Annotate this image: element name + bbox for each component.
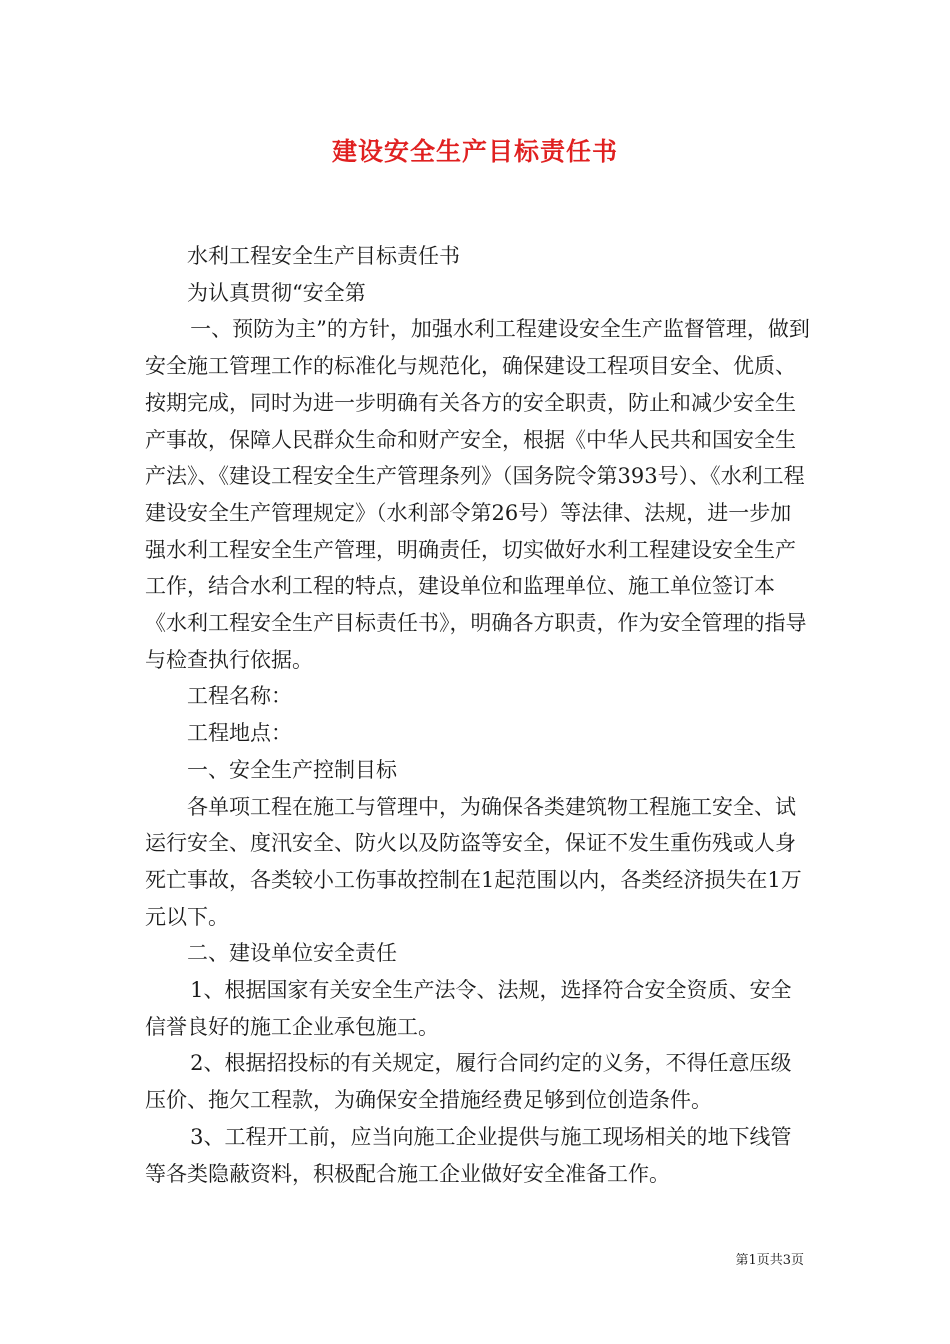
paragraph-item-3: 3、工程开工前，应当向施工企业提供与施工现场相关的地下线管等各类隐蔽资料，积极配合施工企业做好安全准备工作。 bbox=[145, 1124, 792, 1186]
paragraph-project-location: 工程地点： bbox=[187, 721, 292, 746]
section-heading-2: 二、建设单位安全责任 bbox=[187, 941, 397, 966]
document-title: 建设安全生产目标责任书 bbox=[331, 137, 618, 166]
document-body bbox=[145, 238, 810, 1192]
paragraph-item-2: 2、根据招投标的有关规定，履行合同约定的义务，不得任意压级压价、拖欠工程款，为确保安全措施经费足够到位创造条件。 bbox=[145, 1051, 792, 1113]
section-heading-1: 一、安全生产控制目标 bbox=[187, 757, 397, 782]
paragraph-item-1: 1、根据国家有关安全生产法令、法规，选择符合安全资质、安全信誉良好的施工企业承包施工。 bbox=[145, 978, 792, 1039]
paragraph-section-1: 各单项工程在施工与管理中，为确保各类建筑物工程施工安全、试运行安全、度汛安全、防火以及防盗等安全，保证不发生重伤残或人身死亡事故，各类较小工伤事故控制在1起范围以内，各类经济损失在1万元以下。 bbox=[145, 794, 802, 929]
page-number: 第1页共3页 bbox=[735, 1253, 804, 1268]
paragraph-project-name: 工程名称： bbox=[187, 684, 292, 709]
paragraph-intro-1: 为认真贯彻“安全第 bbox=[187, 280, 366, 305]
paragraph-intro-2: 一、预防为主”的方针，加强水利工程建设安全生产监督管理，做到安全施工管理工作的标准化与规范化，确保建设工程项目安全、优质、按期完成，同时为进一步明确有关各方的安全职责，防止和减少安全生产事故，保障人民群众生命和财产安全，根据《中华人民共和国安全生产法》、《建设工程安全生产管理条列》（国务院令第393号）、《水利工程建设安全生产管理规定》（水利部令第26号）等法律、法规，进一步加强水利工程安全生产管理，明确责任，切实做好水利工程建设安全生产工作，结合水利工程的特点，建设单位和监理单位、施工单位签订本《水利工程安全生产目标责任书》，明确各方职责，作为安全管理的指导与检查执行依据。 bbox=[145, 317, 810, 672]
paragraph-subtitle: 水利工程安全生产目标责任书 bbox=[187, 244, 460, 268]
